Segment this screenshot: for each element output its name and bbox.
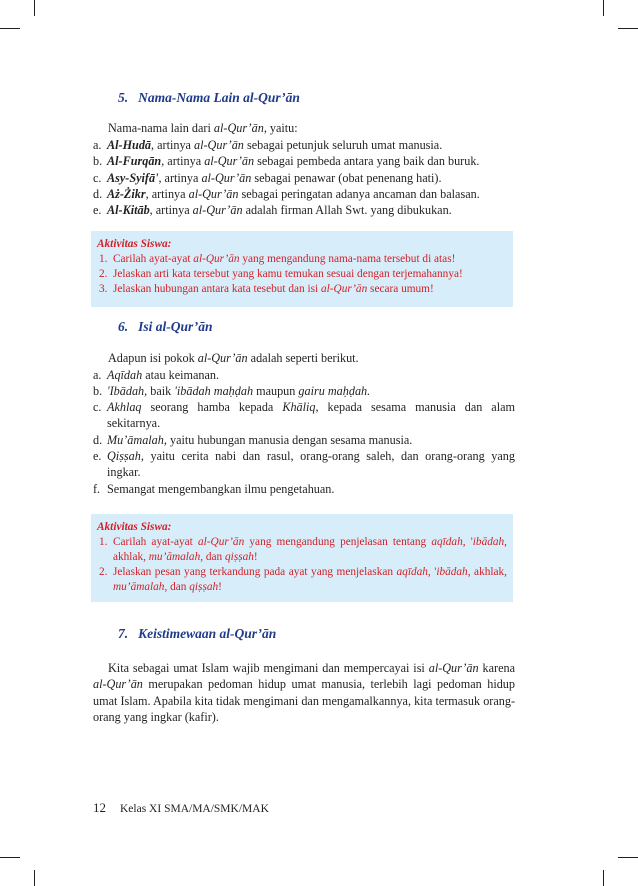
section-6-title: 6. Isi al-Qur’ān [118,319,213,334]
list-item: c. Asy-Syifā', artinya al-Qur’ān sebagai penawar (obat penenang hati). [93,171,442,185]
list-item: e. Qiṣṣah, yaitu cerita nabi dan rasul, orang-orang saleh, dan orang-orang yang ingkar. [93,449,515,480]
list-item: d. Mu’āmalah, yaitu hubungan manusia dengan sesama manusia. [93,433,413,447]
list-item: e. Al-Kitāb, artinya al-Qur’ān adalah firman Allah Swt. yang dibukukan. [93,203,452,217]
list-item: b. Al-Furqān, artinya al-Qur’ān sebagai pembeda antara yang baik dan buruk. [93,154,480,168]
page-number: 12 [93,800,106,815]
section-5-intro: Nama-nama lain dari al-Qur’ān, yaitu: [108,121,298,135]
list-item: c. Akhlaq seorang hamba kepada Khāliq, kepada sesama manusia dan alam sekitarnya. [93,400,515,431]
crop-mark [618,28,638,29]
section-7-paragraph: Kita sebagai umat Islam wajib mengimani dan mempercayai isi al-Qur’ān karena al-Qur’ān merupakan pedoman hidup umat manusia, terlebih lagi pedoman hidup umat Islam. Apabila kita tidak mengimani dan mengamalkannya, kita termasuk orang-orang yang ingkar (kafir). [93,661,515,725]
list-item: b. 'Ibādah, baik 'ibādah maḥḍah maupun gairu maḥḍah. [93,384,371,398]
activity-item: 1. Carilah ayat-ayat al-Qur’ān yang mengandung penjelasan tentang aqīdah, 'ibādah, akhlak, mu’āmalah, dan qiṣṣah! [99,536,507,563]
crop-mark [603,870,604,886]
activity-item: 2. Jelaskan pesan yang terkandung pada ayat yang menjelaskan aqīdah, 'ibādah, akhlak, mu’āmalah, dan qiṣṣah! [99,566,507,593]
crop-mark [34,870,35,886]
crop-mark [34,0,35,16]
section-6-intro: Adapun isi pokok al-Qur’ān adalah seperti berikut. [108,351,359,365]
section-7-title: 7. Keistimewaan al-Qur’ān [118,626,277,641]
activity-heading: Aktivitas Siswa: [97,521,172,533]
activity-heading: Aktivitas Siswa: [97,238,172,250]
page-footer [93,800,269,816]
activity-item: 2. Jelaskan arti kata tersebut yang kamu temukan sesuai dengan terjemahannya! [99,268,463,280]
list-item: a. Al-Hudā, artinya al-Qur’ān sebagai petunjuk seluruh umat manusia. [93,138,443,152]
crop-mark [0,857,20,858]
activity-item: 1. Carilah ayat-ayat al-Qur’ān yang mengandung nama-nama tersebut di atas! [99,253,456,265]
activity-box-1 [91,231,513,307]
crop-mark [618,857,638,858]
crop-mark [0,28,20,29]
footer-text: Kelas XI SMA/MA/SMK/MAK [120,803,269,815]
crop-mark [603,0,604,16]
section-5-title: 5. Nama-Nama Lain al-Qur’ān [118,90,300,105]
activity-item: 3. Jelaskan hubungan antara kata tesebut dan isi al-Qur’ān secara umum! [99,283,434,295]
activity-box-2 [91,514,513,602]
list-item: f. Semangat mengembangkan ilmu pengetahuan. [93,482,335,496]
list-item: d. Aż-Żikr, artinya al-Qur’ān sebagai peringatan adanya ancaman dan balasan. [93,187,480,201]
list-item: a. Aqīdah atau keimanan. [93,368,220,382]
